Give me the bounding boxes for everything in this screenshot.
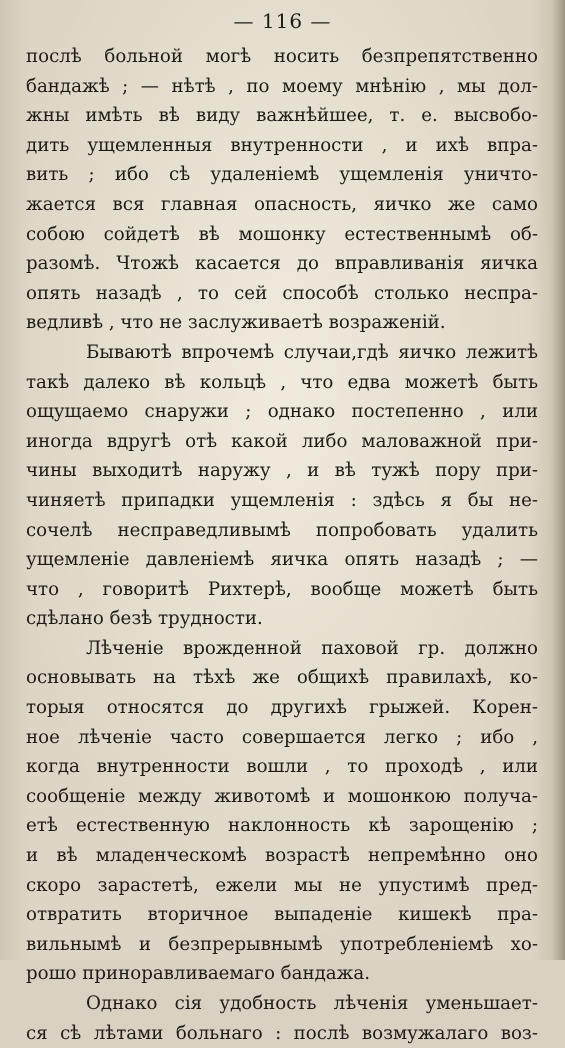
text-line: ощущаемо снаружи ; однако постепенно , или [26,401,538,423]
text-line: дить ущемленныя внутренности , и ихѣ впра- [26,134,538,156]
paragraph [26,42,538,338]
text-line: чиняетѣ припадки ущемленія : здѣсь я бы не- [26,489,538,511]
text-line: иногда вдругѣ отѣ какой либо маловажной при- [26,430,538,452]
text-line: такѣ далеко вѣ кольцѣ , что едва можетѣ быть [26,371,538,393]
text-line: ное лѣченіе часто совершается легко ; ибо , [26,726,538,748]
text-line: собою сойдетѣ вѣ мошонку естественнымѣ об- [26,223,538,245]
text-line: послѣ больной могѣ носить безпрепятственно [26,46,538,67]
text-line: Однако сія удобность лѣченія уменьшает- [86,993,538,1014]
text-line: вильнымѣ и безпрерывнымѣ употребленіемѣ хо- [26,933,538,955]
text-line: ущемленіе давленіемѣ яичка опять назадѣ ; — [26,549,538,571]
text-line: рошо приноравливаемаго бандажа. [26,963,370,985]
text-line: ведливѣ , что не заслуживаетѣ возраженій. [26,312,446,334]
paragraph [26,634,538,989]
text-line: отвратить вторичное выпаденіе кишекѣ пра- [26,904,538,926]
text-line: разомѣ. Чтожѣ касается до вправливанія яичка [26,253,538,275]
text-line: бандажѣ ; — нѣтѣ , по моему мнѣнію , мы дол- [26,75,538,97]
text-line: етѣ естественную наклонность кѣ зарощенію ; [26,815,538,837]
text-line: торыя относятся до другихѣ грыжей. Корен- [26,697,538,719]
paragraph [26,338,538,634]
text-line: жается вся главная опасность, яичко же само [26,193,538,215]
text-line: что , говоритѣ Рихтерѣ, вообще можетѣ быть [26,578,538,600]
text-line: основывать на тѣхѣ же общихѣ правилахѣ, ко- [26,667,538,689]
text-line: ся сѣ лѣтами больнаго : послѣ возмужалаго воз- [26,1022,538,1044]
paragraph [26,989,538,1048]
body-text [26,42,538,1048]
text-line: когда внутренности вошли , то проходѣ , или [26,756,538,778]
text-line: сочелѣ несправедливымѣ попробовать удалить [26,519,538,541]
text-line: Лѣченіе врожденной паховой гр. должно [86,637,538,659]
text-line: и вѣ младенческомѣ возрастѣ непремѣнно оно [26,845,538,867]
page-number: — 116 — [233,9,332,33]
text-line: скоро зарастетѣ, ежели мы не упустимѣ пред- [26,874,538,896]
text-line: вить ; ибо сѣ удаленіемѣ ущемленія уничто- [26,164,538,186]
text-line: Бываютѣ впрочемѣ случаи,гдѣ яичко лежитѣ [86,341,538,363]
text-line: чины выходитѣ наружу , и вѣ тужѣ пору при- [26,460,538,482]
page-edge-shadow [551,0,565,960]
text-line: жны имѣть вѣ виду важнѣйшее, т. е. высвобо- [26,105,538,127]
text-line: сдѣлано безѣ трудности. [26,608,263,630]
text-line: сообщеніе между животомѣ и мошонкою получа- [26,785,538,807]
text-line: опять назадѣ , то сей способѣ столько неспра- [26,282,538,304]
